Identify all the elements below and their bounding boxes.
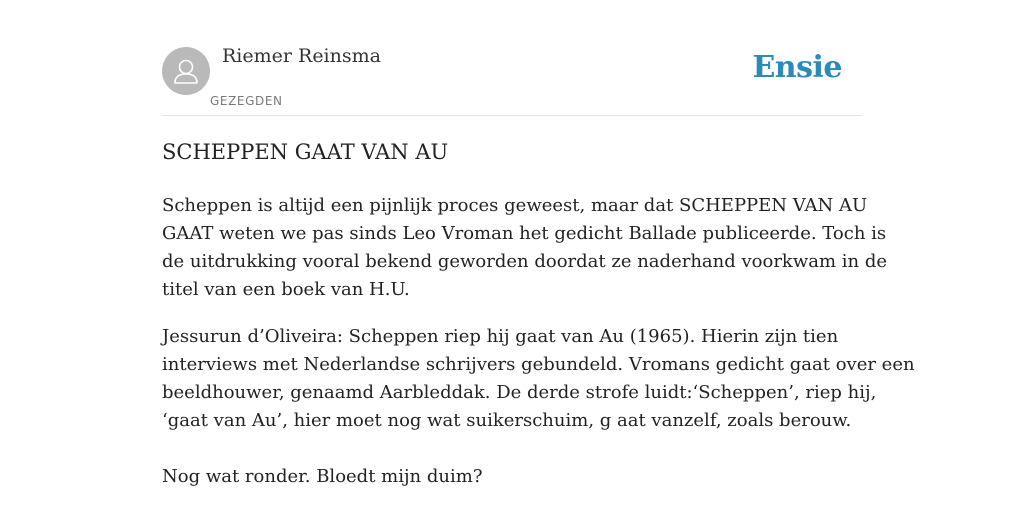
entry-header bbox=[162, 0, 862, 116]
text-line: ‘gaat van Au’, hier moet nog wat suikerschuim, g aat vanzelf, zoals berouw. bbox=[162, 410, 852, 431]
author-name[interactable]: Riemer Reinsma bbox=[222, 45, 381, 67]
text-line: Nog wat ronder. Bloedt mijn duim? bbox=[162, 466, 483, 487]
text-line: titel van een boek van H.U. bbox=[162, 279, 410, 300]
category-link[interactable]: GEZEGDEN bbox=[210, 94, 283, 108]
text-line: interviews met Nederlandse schrijvers gebundeld. Vromans gedicht gaat over een bbox=[162, 354, 915, 375]
entry-card bbox=[162, 0, 915, 512]
entry-paragraph-2 bbox=[162, 323, 915, 435]
user-silhouette-icon bbox=[162, 47, 210, 95]
entry-paragraph-3 bbox=[162, 463, 862, 491]
author-avatar[interactable] bbox=[162, 47, 210, 95]
text-line: de uitdrukking vooral bekend geworden doordat ze naderhand voorkwam in de bbox=[162, 251, 888, 272]
text-line: Scheppen is altijd een pijnlijk proces geweest, maar dat SCHEPPEN VAN AU bbox=[162, 195, 868, 216]
text-line: beeldhouwer, genaamd Aarbleddak. De derde strofe luidt:‘Scheppen’, riep hij, bbox=[162, 382, 877, 403]
entry-paragraph-1 bbox=[162, 192, 888, 304]
text-line: GAAT weten we pas sinds Leo Vroman het gedicht Ballade publiceerde. Toch is bbox=[162, 223, 887, 244]
brand-logo[interactable]: Ensie bbox=[752, 50, 842, 85]
text-line: Jessurun d’Oliveira: Scheppen riep hij gaat van Au (1965). Hierin zijn tien bbox=[162, 326, 839, 347]
entry-title: SCHEPPEN GAAT VAN AU bbox=[162, 140, 449, 164]
